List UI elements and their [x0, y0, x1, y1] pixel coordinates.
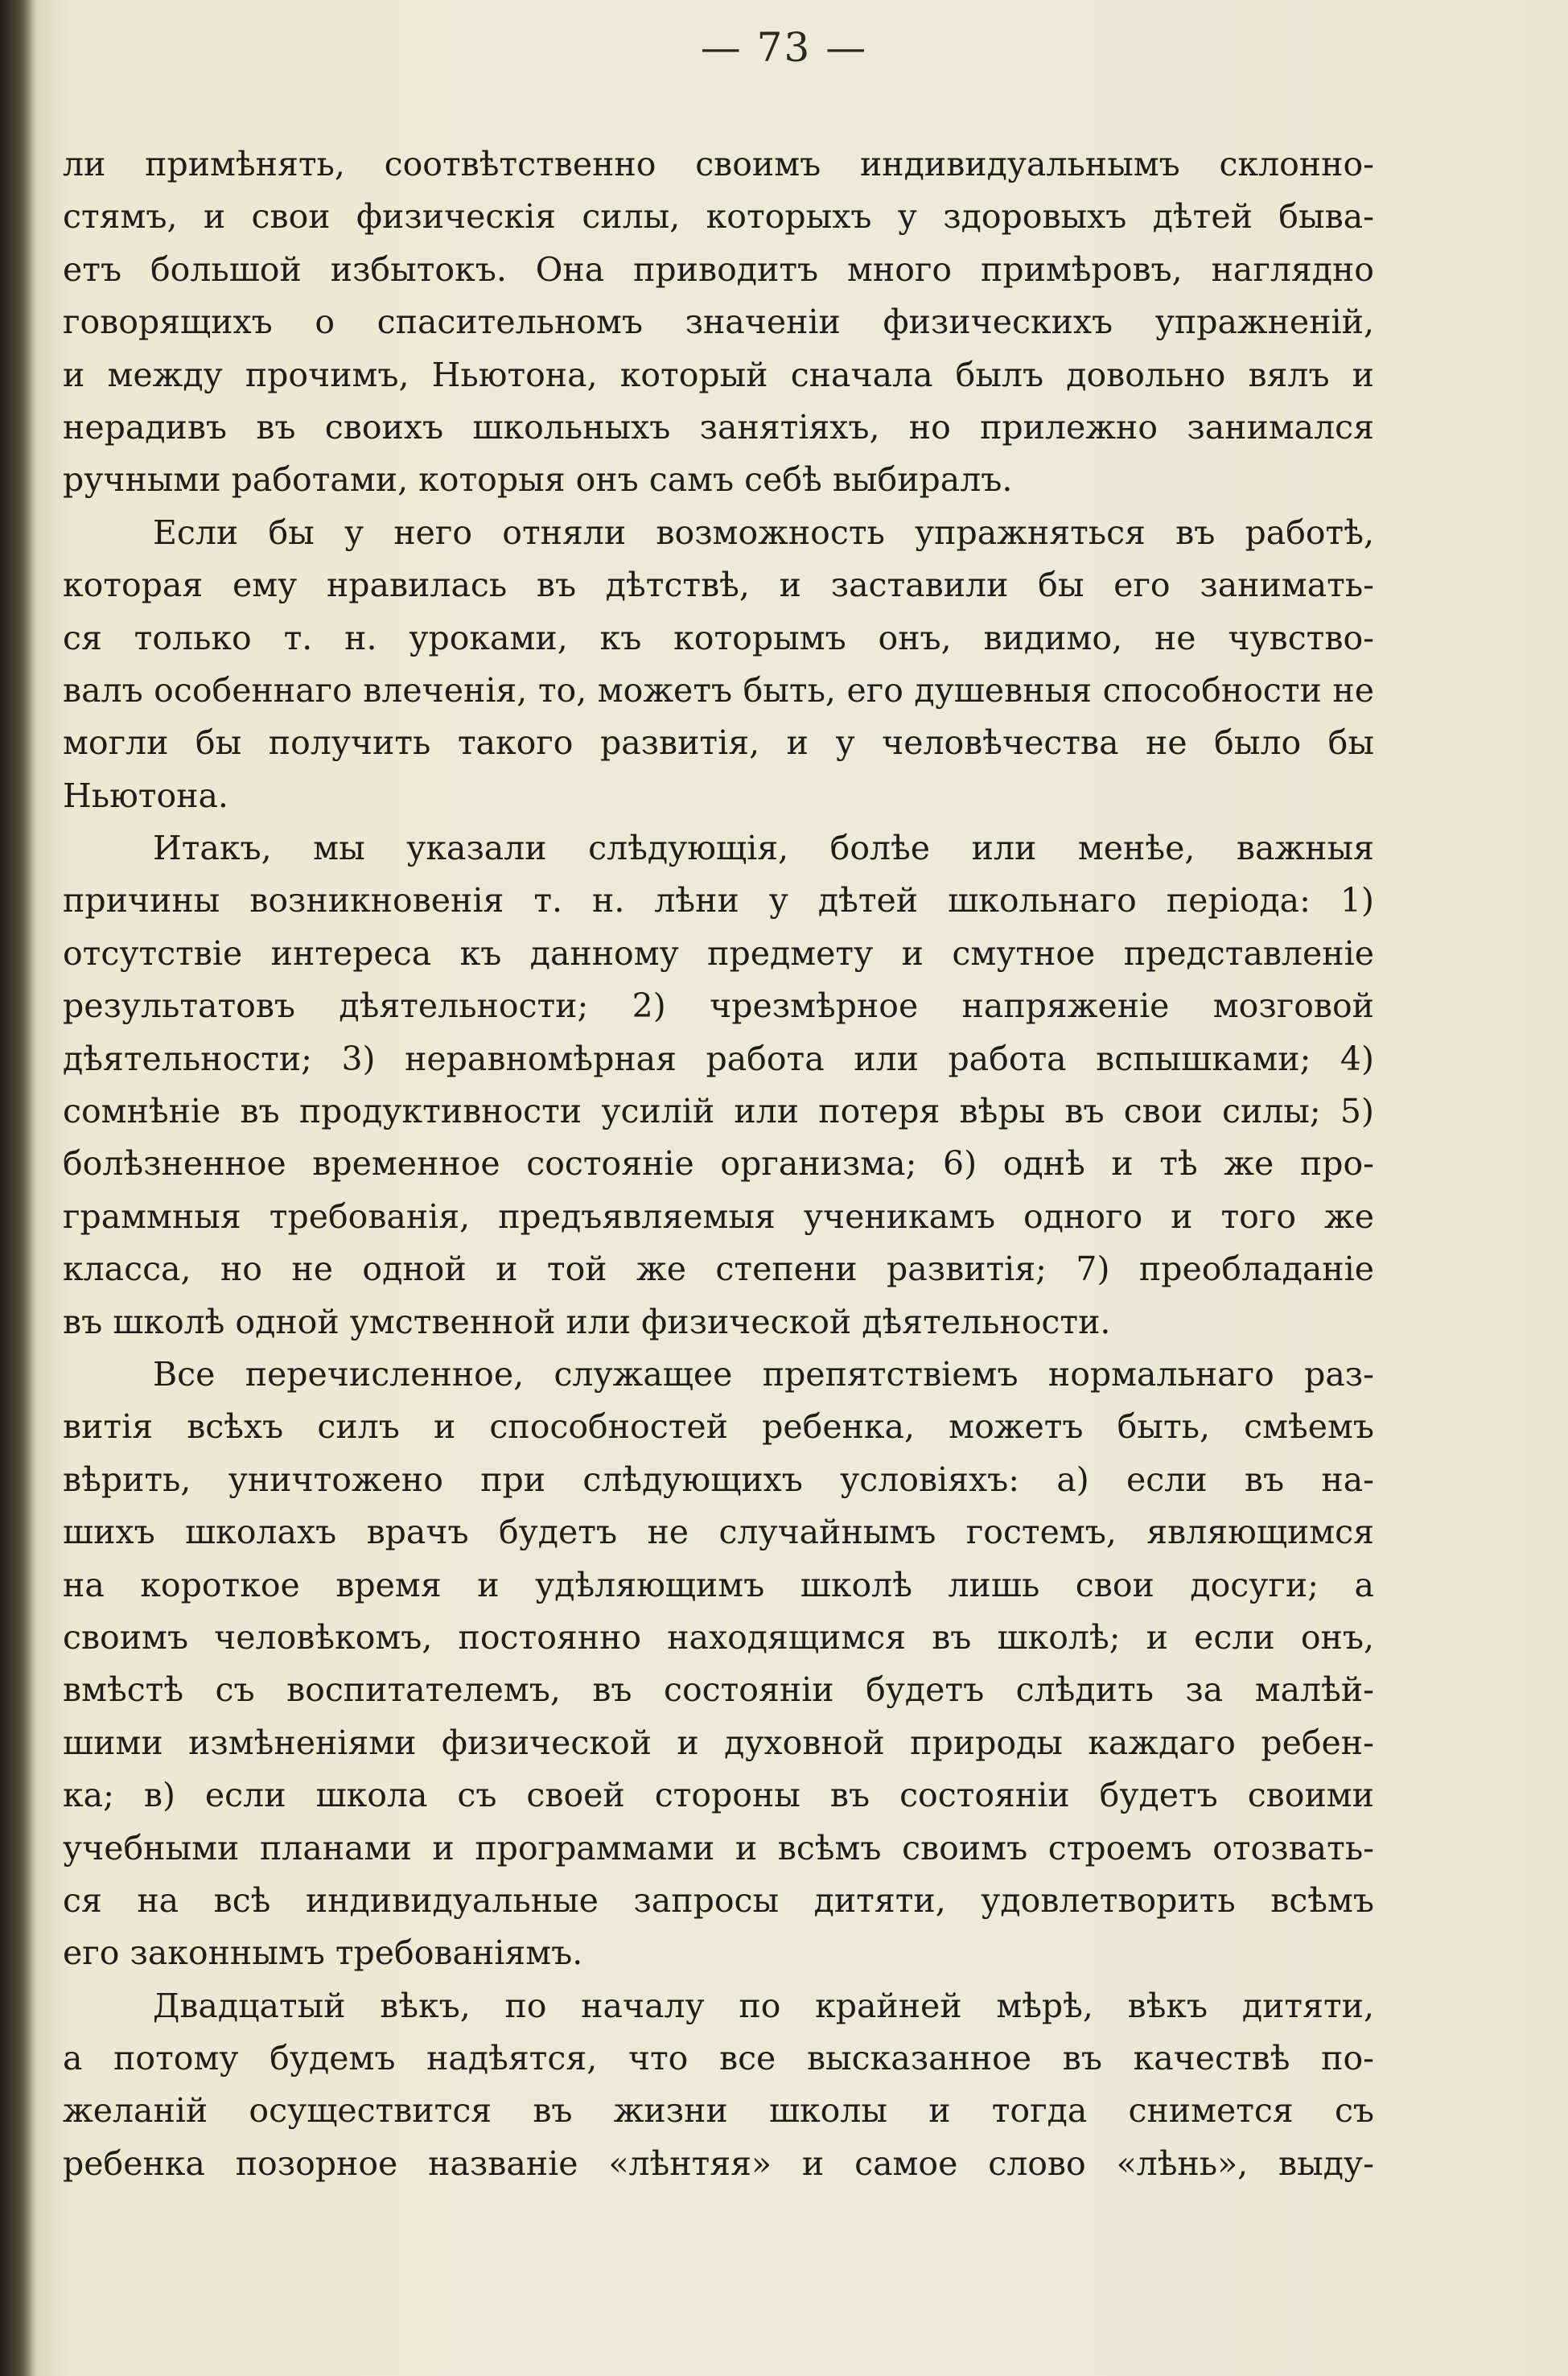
text-line: и между прочимъ, Ньютона, который сначала былъ довольно вялъ и — [63, 355, 1374, 394]
text-line: въ школѣ одной умственной или физической дѣятельности. — [63, 1302, 1111, 1341]
text-line: нерадивъ въ своихъ школьныхъ занятіяхъ, но прилежно занимался — [63, 407, 1374, 447]
text-line: Ньютона. — [63, 776, 228, 815]
text-line: которая ему нравилась въ дѣтствѣ, и заставили бы его занимать- — [63, 566, 1374, 605]
text-line: валъ особеннаго влеченія, то, можетъ быть, его душевныя способности не — [63, 670, 1374, 710]
paragraph — [63, 822, 1374, 1349]
text-line: причины возникновенія т. н. лѣни у дѣтей школьнаго періода: 1) — [63, 881, 1374, 920]
text-line: Итакъ, мы указали слѣдующія, болѣе или менѣе, важныя — [153, 829, 1374, 868]
text-line: дѣятельности; 3) неравномѣрная работа или работа вспышками; 4) — [63, 1039, 1374, 1078]
text-line: ручными работами, которыя онъ самъ себѣ выбиралъ. — [63, 460, 1013, 500]
text-line: говорящихъ о спасительномъ значеніи физическихъ упражненій, — [63, 303, 1374, 342]
paragraph — [63, 1980, 1374, 2191]
text-line: класса, но не одной и той же степени развитія; 7) преобладаніе — [63, 1250, 1374, 1289]
text-line: своимъ человѣкомъ, постоянно находящимся въ школѣ; и если онъ, — [63, 1617, 1374, 1657]
text-line: ли примѣнять, соотвѣтственно своимъ индивидуальнымъ склонно- — [63, 145, 1374, 183]
page-number: — 73 — — [700, 24, 868, 71]
text-line: шими измѣненіями физической и духовной природы каждаго ребен- — [63, 1723, 1374, 1762]
text-line: ся только т. н. уроками, къ которымъ онъ, видимо, не чувство- — [63, 618, 1374, 657]
text-line: ка; в) если школа съ своей стороны въ состояніи будетъ своими — [63, 1776, 1374, 1815]
text-line: отсутствіе интереса къ данному предмету и смутное представленіе — [63, 933, 1374, 973]
text-line: могли бы получить такого развитія, и у человѣчества не было бы — [63, 723, 1374, 763]
paragraph — [63, 138, 1374, 507]
text-line: вѣрить, уничтожено при слѣдующихъ условіяхъ: а) если въ на- — [63, 1460, 1374, 1499]
text-line: Двадцатый вѣкъ, по началу по крайней мѣрѣ, вѣкъ дитяти, — [153, 1986, 1374, 2025]
body-text — [63, 138, 1374, 2190]
text-line: вмѣстѣ съ воспитателемъ, въ состояніи будетъ слѣдить за малѣй- — [63, 1670, 1374, 1710]
paragraph — [63, 507, 1374, 822]
text-line: шихъ школахъ врачъ будетъ не случайнымъ гостемъ, являющимся — [63, 1513, 1374, 1552]
text-line: Если бы у него отняли возможность упражняться въ работѣ, — [153, 513, 1374, 552]
text-line: ребенка позорное названіе «лѣнтяя» и самое слово «лѣнь», выду- — [63, 2143, 1374, 2183]
text-line: ся на всѣ индивидуальные запросы дитяти, удовлетворить всѣмъ — [63, 1880, 1374, 1920]
text-line: сомнѣніе въ продуктивности усилій или потеря вѣры въ свои силы; 5) — [63, 1092, 1374, 1131]
text-line: результатовъ дѣятельности; 2) чрезмѣрное напряженіе мозговой — [63, 986, 1374, 1026]
text-line: а потому будемъ надѣятся, что все высказанное въ качествѣ по- — [63, 2039, 1374, 2078]
text-line: граммныя требованія, предъявляемыя ученикамъ одного и того же — [63, 1196, 1374, 1236]
text-line: витія всѣхъ силъ и способностей ребенка, можетъ быть, смѣемъ — [63, 1407, 1374, 1447]
text-line: на короткое время и удѣляющимъ школѣ лишь свои досуги; а — [63, 1565, 1374, 1604]
text-line: его законнымъ требованіямъ. — [63, 1933, 583, 1973]
paragraph — [63, 1349, 1374, 1980]
text-line: Все перечисленное, служащее препятствіемъ нормальнаго раз- — [153, 1354, 1374, 1394]
text-line: стямъ, и свои физическія силы, которыхъ у здоровыхъ дѣтей быва- — [63, 197, 1374, 237]
text-line: желаній осуществится въ жизни школы и тогда снимется съ — [63, 2091, 1374, 2131]
text-line: болѣзненное временное состояніе организма; 6) однѣ и тѣ же про- — [63, 1144, 1374, 1184]
text-line: учебными планами и программами и всѣмъ своимъ строемъ отозвать- — [63, 1828, 1374, 1867]
text-line: етъ большой избытокъ. Она приводитъ много примѣровъ, наглядно — [63, 249, 1374, 289]
book-spine-shadow — [0, 0, 37, 2376]
